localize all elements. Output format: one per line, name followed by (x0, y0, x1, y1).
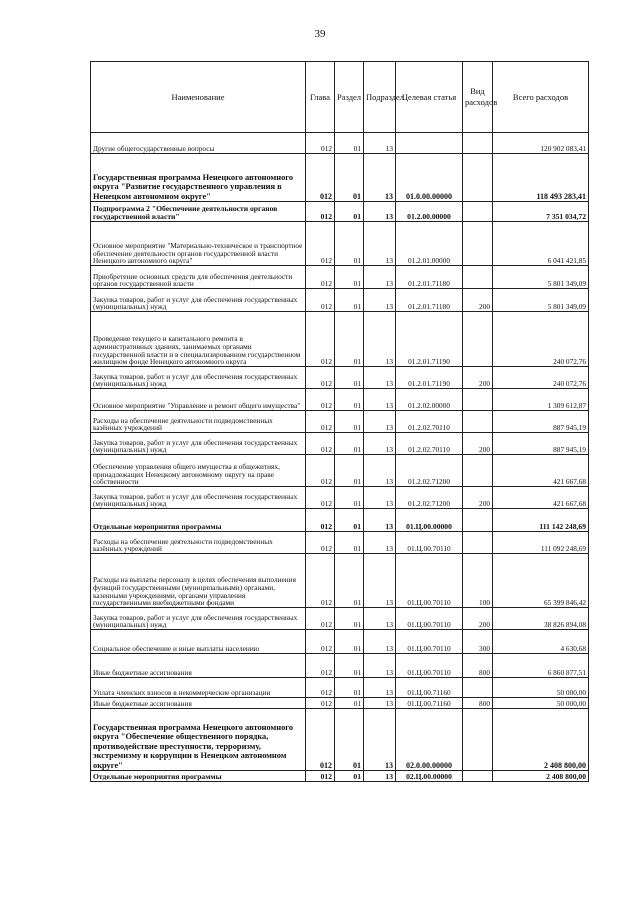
cell-total: 65 399 846,42 (493, 554, 589, 608)
cell-podrazdel: 13 (364, 698, 396, 709)
table-row (91, 698, 589, 709)
header-glava: Глава (306, 62, 335, 133)
header-podrazdel: Подраздел (364, 62, 396, 133)
cell-vid-rashodov (463, 266, 493, 289)
cell-podrazdel: 13 (364, 554, 396, 608)
cell-razdel: 01 (335, 222, 364, 266)
cell-vid-rashodov: 200 (463, 367, 493, 389)
cell-name: Закупка товаров, работ и услуг для обеспечения государственных (муниципальных) нужд (91, 367, 306, 389)
cell-razdel: 01 (335, 709, 364, 771)
cell-name: Иные бюджетные ассигнования (91, 698, 306, 709)
cell-celevaya-statya: 01.Ц.00.70110 (396, 554, 463, 608)
cell-name: Иные бюджетные ассигнования (91, 654, 306, 678)
cell-celevaya-statya: 01.2.02.00000 (396, 389, 463, 411)
cell-celevaya-statya: 01.2.01.71180 (396, 289, 463, 312)
cell-total: 4 630,68 (493, 630, 589, 654)
cell-glava: 012 (306, 312, 335, 367)
cell-podrazdel: 13 (364, 154, 396, 202)
cell-total: 111 142 248,69 (493, 509, 589, 532)
cell-glava: 012 (306, 266, 335, 289)
cell-razdel: 01 (335, 678, 364, 698)
cell-podrazdel: 13 (364, 266, 396, 289)
cell-celevaya-statya (396, 133, 463, 154)
cell-glava: 012 (306, 411, 335, 433)
table-row (91, 554, 589, 608)
cell-razdel: 01 (335, 154, 364, 202)
table-row (91, 771, 589, 782)
cell-vid-rashodov (463, 532, 493, 554)
cell-glava: 012 (306, 367, 335, 389)
cell-vid-rashodov (463, 154, 493, 202)
cell-celevaya-statya: 01.Ц.00.70110 (396, 654, 463, 678)
cell-vid-rashodov: 200 (463, 608, 493, 630)
table-row (91, 202, 589, 222)
cell-vid-rashodov: 200 (463, 487, 493, 509)
cell-razdel: 01 (335, 433, 364, 455)
cell-name: Другие общегосударственные вопросы (91, 133, 306, 154)
cell-vid-rashodov: 100 (463, 554, 493, 608)
cell-podrazdel: 13 (364, 411, 396, 433)
cell-glava: 012 (306, 771, 335, 782)
cell-celevaya-statya: 01.2.01.71190 (396, 312, 463, 367)
cell-total: 50 000,00 (493, 678, 589, 698)
cell-name: Уплата членских взносов в некоммерческие организации (91, 678, 306, 698)
cell-total: 2 408 800,00 (493, 771, 589, 782)
cell-name: Государственная программа Ненецкого автономного округа "Развитие государственного управления в Ненецком автономном округе" (91, 154, 306, 202)
cell-total: 6 041 421,85 (493, 222, 589, 266)
cell-glava: 012 (306, 133, 335, 154)
cell-vid-rashodov (463, 202, 493, 222)
cell-podrazdel: 13 (364, 222, 396, 266)
cell-podrazdel: 13 (364, 771, 396, 782)
table-row (91, 678, 589, 698)
cell-glava: 012 (306, 709, 335, 771)
cell-podrazdel: 13 (364, 487, 396, 509)
cell-name: Основное мероприятие "Материально-техническое и транспортное обеспечение деятельности органов государственной власти Ненецкого автономного округа" (91, 222, 306, 266)
cell-glava: 012 (306, 202, 335, 222)
table-row (91, 709, 589, 771)
cell-podrazdel: 13 (364, 289, 396, 312)
cell-razdel: 01 (335, 289, 364, 312)
cell-total: 5 801 349,09 (493, 266, 589, 289)
cell-total: 5 801 349,09 (493, 289, 589, 312)
cell-total: 887 945,19 (493, 411, 589, 433)
cell-total: 118 493 283,41 (493, 154, 589, 202)
cell-glava: 012 (306, 487, 335, 509)
cell-glava: 012 (306, 698, 335, 709)
cell-razdel: 01 (335, 532, 364, 554)
cell-celevaya-statya: 01.2.01.71180 (396, 266, 463, 289)
cell-total: 6 860 877,51 (493, 654, 589, 678)
cell-name: Подпрограмма 2 "Обеспечение деятельности органов государственной власти" (91, 202, 306, 222)
cell-name: Обеспечение управления общего имущества в общежитиях, принадлежащих Ненецкому автономному округу на праве собственности (91, 455, 306, 487)
page-number: 39 (314, 28, 326, 40)
cell-glava: 012 (306, 455, 335, 487)
cell-celevaya-statya: 01.2.02.71200 (396, 487, 463, 509)
cell-total: 111 092 248,69 (493, 532, 589, 554)
table-row (91, 289, 589, 312)
table-row (91, 433, 589, 455)
cell-vid-rashodov (463, 509, 493, 532)
header-name: Наименование (91, 62, 306, 133)
cell-podrazdel: 13 (364, 312, 396, 367)
header-total: Всего расходов (493, 62, 589, 133)
cell-razdel: 01 (335, 509, 364, 532)
cell-celevaya-statya: 01.Ц.00.71160 (396, 678, 463, 698)
cell-name: Расходы на обеспечение деятельности подведомственных казённых учреждений (91, 532, 306, 554)
cell-podrazdel: 13 (364, 389, 396, 411)
cell-name: Отдельные мероприятия программы (91, 509, 306, 532)
cell-name: Отдельные мероприятия программы (91, 771, 306, 782)
table-row (91, 455, 589, 487)
cell-total: 421 667,68 (493, 487, 589, 509)
cell-razdel: 01 (335, 389, 364, 411)
cell-glava: 012 (306, 289, 335, 312)
header-celevaya-statya: Целевая статья (396, 62, 463, 133)
cell-podrazdel: 13 (364, 433, 396, 455)
cell-name: Проведение текущего и капитального ремонта в административных зданиях, занимаемых органами государственной власти и в специализированном государственном жилищном фонде Ненецкого автономного округа (91, 312, 306, 367)
cell-razdel: 01 (335, 202, 364, 222)
cell-razdel: 01 (335, 654, 364, 678)
cell-razdel: 01 (335, 367, 364, 389)
table-row (91, 630, 589, 654)
cell-total: 50 000,00 (493, 698, 589, 709)
cell-razdel: 01 (335, 554, 364, 608)
cell-total: 887 945,19 (493, 433, 589, 455)
cell-celevaya-statya: 01.2.02.70110 (396, 411, 463, 433)
cell-podrazdel: 13 (364, 509, 396, 532)
cell-vid-rashodov (463, 678, 493, 698)
cell-celevaya-statya: 01.Ц.00.71160 (396, 698, 463, 709)
cell-razdel: 01 (335, 133, 364, 154)
cell-glava: 012 (306, 509, 335, 532)
cell-name: Социальное обеспечение и иные выплаты населению (91, 630, 306, 654)
cell-name: Закупка товаров, работ и услуг для обеспечения государственных (муниципальных) нужд (91, 487, 306, 509)
cell-vid-rashodov (463, 133, 493, 154)
cell-name: Закупка товаров, работ и услуг для обеспечения государственных (муниципальных) нужд (91, 608, 306, 630)
table-row (91, 154, 589, 202)
table-row (91, 266, 589, 289)
cell-celevaya-statya: 01.0.00.00000 (396, 154, 463, 202)
cell-celevaya-statya: 01.Ц.00.70110 (396, 630, 463, 654)
table-row (91, 608, 589, 630)
cell-name: Приобретение основных средств для обеспечения деятельности органов государственной власти (91, 266, 306, 289)
cell-podrazdel: 13 (364, 133, 396, 154)
cell-vid-rashodov (463, 455, 493, 487)
cell-razdel: 01 (335, 608, 364, 630)
cell-podrazdel: 13 (364, 367, 396, 389)
cell-glava: 012 (306, 608, 335, 630)
cell-vid-rashodov (463, 771, 493, 782)
cell-podrazdel: 13 (364, 608, 396, 630)
cell-name: Государственная программа Ненецкого автономного округа "Обеспечение общественного порядка, противодействие преступности, терроризму, экстремизму и коррупции в Ненецком автономном округе" (91, 709, 306, 771)
cell-celevaya-statya: 01.2.02.70110 (396, 433, 463, 455)
table-row (91, 509, 589, 532)
cell-glava: 012 (306, 154, 335, 202)
table-body (91, 133, 589, 782)
cell-total: 7 351 034,72 (493, 202, 589, 222)
cell-name: Расходы на выплаты персоналу в целях обеспечения выполнения функций государственными (муниципальными) органами, казенными учреждениями, органами управления государственными внебюджетными фондами (91, 554, 306, 608)
table-row (91, 312, 589, 367)
cell-razdel: 01 (335, 312, 364, 367)
cell-podrazdel: 13 (364, 455, 396, 487)
cell-glava: 012 (306, 389, 335, 411)
table-header-row (91, 62, 589, 133)
cell-vid-rashodov: 800 (463, 654, 493, 678)
cell-name: Расходы на обеспечение деятельности подведомственных казённых учреждений (91, 411, 306, 433)
cell-razdel: 01 (335, 411, 364, 433)
cell-total: 2 408 800,00 (493, 709, 589, 771)
cell-glava: 012 (306, 433, 335, 455)
cell-razdel: 01 (335, 698, 364, 709)
cell-total: 421 667,68 (493, 455, 589, 487)
cell-celevaya-statya: 01.Ц.00.70110 (396, 608, 463, 630)
cell-razdel: 01 (335, 771, 364, 782)
cell-celevaya-statya: 01.2.00.00000 (396, 202, 463, 222)
table-row (91, 532, 589, 554)
cell-vid-rashodov (463, 222, 493, 266)
cell-total: 120 902 083,41 (493, 133, 589, 154)
cell-glava: 012 (306, 654, 335, 678)
cell-razdel: 01 (335, 266, 364, 289)
cell-podrazdel: 13 (364, 630, 396, 654)
cell-razdel: 01 (335, 630, 364, 654)
cell-vid-rashodov (463, 389, 493, 411)
table-row (91, 222, 589, 266)
cell-podrazdel: 13 (364, 532, 396, 554)
cell-name: Закупка товаров, работ и услуг для обеспечения государственных (муниципальных) нужд (91, 289, 306, 312)
cell-name: Основное мероприятие "Управление и ремонт общего имущества" (91, 389, 306, 411)
cell-podrazdel: 13 (364, 709, 396, 771)
cell-razdel: 01 (335, 455, 364, 487)
table-row (91, 487, 589, 509)
table-row (91, 133, 589, 154)
cell-total: 240 072,76 (493, 312, 589, 367)
cell-glava: 012 (306, 678, 335, 698)
cell-celevaya-statya: 01.2.01.00000 (396, 222, 463, 266)
header-vid-rashodov: Вид расходов (463, 62, 493, 133)
cell-celevaya-statya: 02.Ц.00.00000 (396, 771, 463, 782)
table-row (91, 411, 589, 433)
header-razdel: Раздел (335, 62, 364, 133)
cell-glava: 012 (306, 554, 335, 608)
cell-vid-rashodov: 300 (463, 630, 493, 654)
cell-glava: 012 (306, 532, 335, 554)
cell-razdel: 01 (335, 487, 364, 509)
cell-vid-rashodov (463, 411, 493, 433)
table-row (91, 367, 589, 389)
cell-total: 38 826 894,08 (493, 608, 589, 630)
cell-vid-rashodov: 200 (463, 289, 493, 312)
cell-celevaya-statya: 01.Ц.00.00000 (396, 509, 463, 532)
cell-vid-rashodov (463, 709, 493, 771)
cell-celevaya-statya: 01.2.01.71190 (396, 367, 463, 389)
cell-vid-rashodov: 800 (463, 698, 493, 709)
cell-celevaya-statya: 01.2.02.71200 (396, 455, 463, 487)
cell-total: 240 072,76 (493, 367, 589, 389)
cell-vid-rashodov: 200 (463, 433, 493, 455)
table-row (91, 654, 589, 678)
cell-glava: 012 (306, 630, 335, 654)
expenditure-table (90, 61, 589, 782)
cell-glava: 012 (306, 222, 335, 266)
cell-podrazdel: 13 (364, 654, 396, 678)
cell-podrazdel: 13 (364, 678, 396, 698)
cell-vid-rashodov (463, 312, 493, 367)
cell-name: Закупка товаров, работ и услуг для обеспечения государственных (муниципальных) нужд (91, 433, 306, 455)
cell-podrazdel: 13 (364, 202, 396, 222)
table-row (91, 389, 589, 411)
cell-celevaya-statya: 01.Ц.00.70110 (396, 532, 463, 554)
cell-total: 1 309 612,87 (493, 389, 589, 411)
cell-celevaya-statya: 02.0.00.00000 (396, 709, 463, 771)
